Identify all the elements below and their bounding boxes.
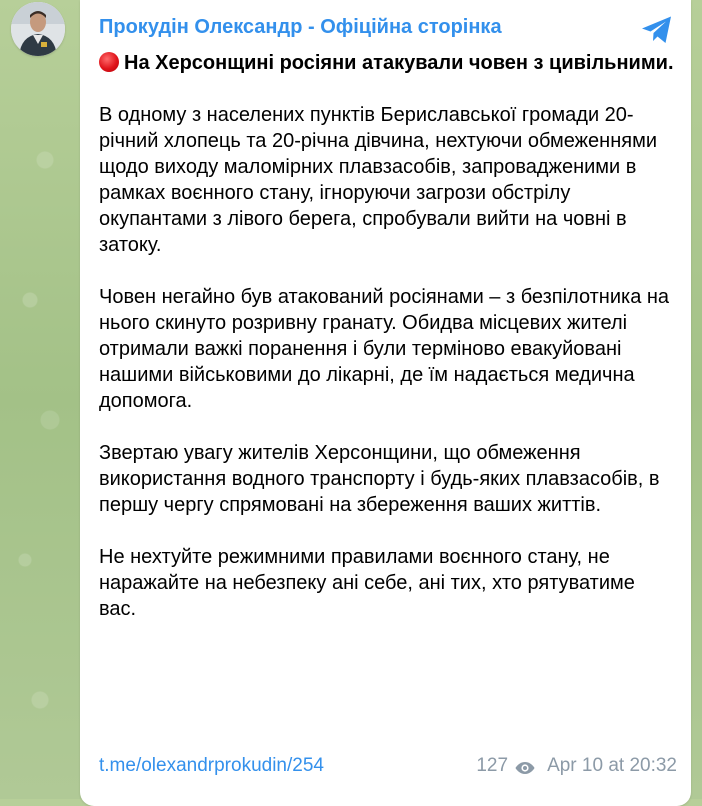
channel-avatar[interactable] <box>11 2 65 56</box>
post-paragraph-2: Човен негайно був атакований росіянами – з безпілотника на нього скинуто розривну гранату. Обидва місцевих жителі отримали важкі поранення і були терміново евакуйовані нашими військовими до лікарні, де їм надається медична допомога. <box>99 286 670 412</box>
message-footer <box>99 755 677 781</box>
post-paragraph-1: В одному з населених пунктів Бериславської громади 20-річний хлопець та 20-річна дівчина, нехтуючи обмеженнями щодо виходу маломірних плавзасобів, запровадженими в рамках воєнного стану, ігноруючи загрози обстрілу окупантами з лівого берега, спробували вийти на човні в затоку. <box>99 104 658 256</box>
view-count: 127 <box>476 755 509 776</box>
red-circle-icon <box>99 52 119 72</box>
channel-name[interactable]: Прокудін Олександр - Офіційна сторінка <box>99 16 502 38</box>
avatar-portrait-image <box>11 2 65 56</box>
post-headline <box>99 50 677 76</box>
post-text <box>99 50 677 622</box>
post-link[interactable]: t.me/olexandrprokudin/254 <box>99 755 324 776</box>
telegram-forward-icon[interactable] <box>639 12 675 48</box>
headline-text: На Херсонщині росіяни атакували човен з цивільними. <box>124 52 674 74</box>
post-paragraph-3: Звертаю увагу жителів Херсонщини, що обмеження використання водного транспорту і будь-яких плавзасобів, в першу чергу спрямовані на збереження ваших життів. <box>99 442 660 516</box>
eye-icon <box>515 759 535 773</box>
message-timestamp: Apr 10 at 20:32 <box>547 755 677 776</box>
message-bubble <box>80 0 691 806</box>
post-paragraph-4: Не нехтуйте режимними правилами воєнного стану, не наражайте на небезпеку ані себе, ані тих, хто рятуватиме вас. <box>99 546 635 620</box>
message-meta <box>476 755 677 777</box>
